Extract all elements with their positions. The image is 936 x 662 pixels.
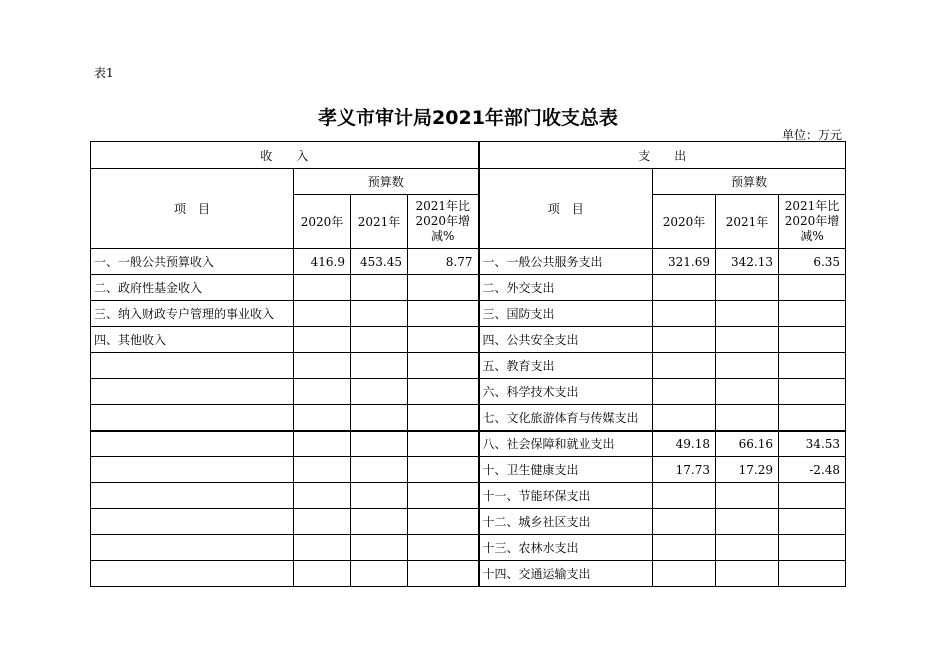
expense-item-cell: 十、卫生健康支出 (479, 457, 653, 483)
expense-item-cell: 六、科学技术支出 (479, 379, 653, 405)
expense-2021-header: 2021年 (716, 195, 779, 249)
expense-change-cell (779, 301, 846, 327)
table-row (91, 301, 846, 327)
expense-budget-header: 预算数 (653, 169, 846, 195)
expense-2020-header: 2020年 (653, 195, 716, 249)
table-row (91, 327, 846, 353)
expense-change-cell: -2.48 (779, 457, 846, 483)
income-2021-cell (351, 483, 408, 509)
expense-2020-cell (653, 483, 716, 509)
expense-header: 支 出 (479, 142, 846, 169)
table-row (91, 457, 846, 483)
income-item-header: 项 目 (91, 169, 294, 249)
income-2020-cell (294, 327, 351, 353)
income-2020-cell (294, 535, 351, 561)
expense-change-cell (779, 405, 846, 431)
expense-change-cell (779, 275, 846, 301)
income-2020-cell (294, 457, 351, 483)
income-2020-cell (294, 483, 351, 509)
expense-item-cell: 十四、交通运输支出 (479, 561, 653, 587)
income-2021-cell (351, 509, 408, 535)
expense-change-cell: 6.35 (779, 249, 846, 275)
expense-2020-cell (653, 353, 716, 379)
income-2021-cell (351, 535, 408, 561)
table-row (91, 535, 846, 561)
expense-2020-cell (653, 535, 716, 561)
income-header: 收 入 (91, 142, 479, 169)
expense-2021-cell (716, 483, 779, 509)
income-2021-cell (351, 405, 408, 431)
expense-item-cell: 二、外交支出 (479, 275, 653, 301)
table-row (91, 249, 846, 275)
income-item-cell (91, 561, 294, 587)
expense-change-header: 2021年比2020年增减% (779, 195, 846, 249)
income-item-cell (91, 405, 294, 431)
expense-2021-cell (716, 353, 779, 379)
income-change-cell (408, 405, 479, 431)
table-row (91, 431, 846, 457)
income-item-cell (91, 535, 294, 561)
income-2021-header: 2021年 (351, 195, 408, 249)
table-row (91, 405, 846, 431)
income-change-header: 2021年比2020年增减% (408, 195, 479, 249)
expense-2020-cell: 49.18 (653, 431, 716, 457)
income-item-cell: 二、政府性基金收入 (91, 275, 294, 301)
expense-2021-cell (716, 301, 779, 327)
income-2021-cell: 453.45 (351, 249, 408, 275)
income-2020-cell (294, 353, 351, 379)
page-title: 孝义市审计局2021年部门收支总表 (318, 107, 618, 129)
income-2021-cell (351, 431, 408, 457)
income-change-cell (408, 353, 479, 379)
income-item-cell (91, 509, 294, 535)
income-2020-cell (294, 405, 351, 431)
expense-item-cell: 一、一般公共服务支出 (479, 249, 653, 275)
expense-change-cell (779, 379, 846, 405)
income-item-cell (91, 431, 294, 457)
expense-item-cell: 七、文化旅游体育与传媒支出 (479, 405, 653, 431)
expense-change-cell (779, 483, 846, 509)
income-item-cell (91, 483, 294, 509)
table-row (91, 275, 846, 301)
expense-item-cell: 五、教育支出 (479, 353, 653, 379)
income-change-cell (408, 561, 479, 587)
expense-2020-cell (653, 405, 716, 431)
income-2020-cell (294, 431, 351, 457)
expense-2021-cell: 66.16 (716, 431, 779, 457)
expense-change-cell (779, 535, 846, 561)
expense-2021-cell (716, 379, 779, 405)
income-budget-header: 预算数 (294, 169, 479, 195)
income-2020-cell (294, 509, 351, 535)
income-change-cell: 8.77 (408, 249, 479, 275)
table-row (91, 353, 846, 379)
income-change-cell (408, 509, 479, 535)
income-item-cell (91, 379, 294, 405)
expense-2020-cell (653, 561, 716, 587)
table-row (91, 509, 846, 535)
income-change-cell (408, 327, 479, 353)
expense-2021-cell (716, 405, 779, 431)
income-2021-cell (351, 275, 408, 301)
income-2020-cell (294, 301, 351, 327)
expense-item-header: 项 目 (479, 169, 653, 249)
expense-2021-cell (716, 275, 779, 301)
income-change-cell (408, 431, 479, 457)
income-change-cell (408, 379, 479, 405)
income-2021-cell (351, 301, 408, 327)
income-2021-cell (351, 457, 408, 483)
income-change-cell (408, 535, 479, 561)
income-2020-cell (294, 561, 351, 587)
expense-change-cell (779, 509, 846, 535)
expense-2021-cell: 342.13 (716, 249, 779, 275)
expense-change-cell (779, 353, 846, 379)
expense-2020-cell: 17.73 (653, 457, 716, 483)
table-row (91, 561, 846, 587)
income-change-cell (408, 275, 479, 301)
expense-item-cell: 十三、农林水支出 (479, 535, 653, 561)
income-item-cell (91, 457, 294, 483)
income-2020-cell: 416.9 (294, 249, 351, 275)
expense-2020-cell (653, 301, 716, 327)
income-change-cell (408, 457, 479, 483)
expense-item-cell: 三、国防支出 (479, 301, 653, 327)
expense-2021-cell (716, 561, 779, 587)
income-change-cell (408, 301, 479, 327)
expense-item-cell: 八、社会保障和就业支出 (479, 431, 653, 457)
table-number-label: 表1 (94, 66, 114, 80)
income-item-cell: 三、纳入财政专户管理的事业收入 (91, 301, 294, 327)
income-2021-cell (351, 561, 408, 587)
income-2020-cell (294, 275, 351, 301)
table-row (91, 379, 846, 405)
table-row (91, 483, 846, 509)
expense-change-cell (779, 327, 846, 353)
budget-summary-table (90, 141, 846, 587)
expense-2021-cell (716, 535, 779, 561)
expense-2020-cell (653, 509, 716, 535)
income-change-cell (408, 483, 479, 509)
income-2021-cell (351, 353, 408, 379)
expense-2020-cell (653, 327, 716, 353)
unit-label: 单位：万元 (781, 128, 842, 142)
expense-item-cell: 十二、城乡社区支出 (479, 509, 653, 535)
expense-change-cell (779, 561, 846, 587)
income-item-cell: 一、一般公共预算收入 (91, 249, 294, 275)
expense-2021-cell (716, 509, 779, 535)
expense-2020-cell (653, 379, 716, 405)
expense-2020-cell (653, 275, 716, 301)
income-item-cell: 四、其他收入 (91, 327, 294, 353)
income-2020-header: 2020年 (294, 195, 351, 249)
expense-2021-cell: 17.29 (716, 457, 779, 483)
income-2021-cell (351, 327, 408, 353)
expense-2020-cell: 321.69 (653, 249, 716, 275)
expense-item-cell: 四、公共安全支出 (479, 327, 653, 353)
expense-item-cell: 十一、节能环保支出 (479, 483, 653, 509)
expense-change-cell: 34.53 (779, 431, 846, 457)
income-2020-cell (294, 379, 351, 405)
income-item-cell (91, 353, 294, 379)
expense-2021-cell (716, 327, 779, 353)
income-2021-cell (351, 379, 408, 405)
